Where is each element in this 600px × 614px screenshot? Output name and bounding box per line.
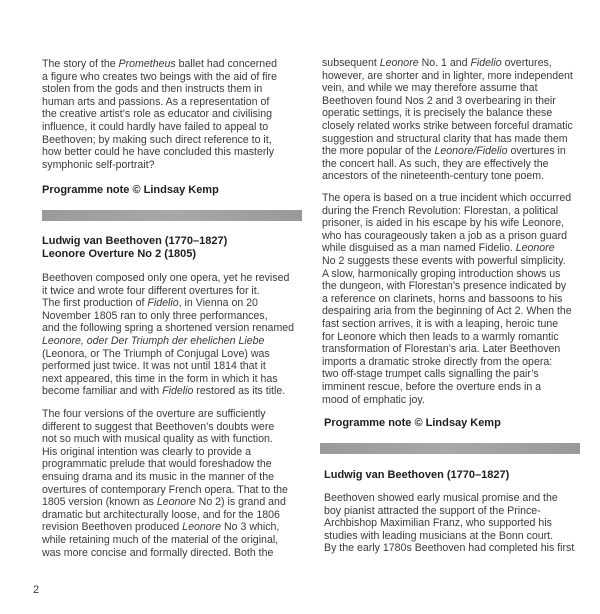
text-run: Beethoven; by making such direct reference to it, <box>42 133 272 146</box>
text-run: By the early 1780s Beethoven had completed his first <box>324 542 575 555</box>
text-run: boy pianist attracted the support of the Prince- <box>324 504 541 517</box>
text-line <box>322 293 572 306</box>
text-run: overtures in <box>507 145 566 158</box>
text-run: the creative artist’s role as educator and civilising <box>42 108 273 121</box>
text-line <box>322 170 573 183</box>
body-paragraph <box>322 57 573 183</box>
text-line <box>322 268 572 281</box>
text-run: His original intention was clearly to provide a <box>42 445 252 458</box>
text-run: for Leonore which then leads to a warmly romantic <box>322 330 559 343</box>
body-paragraph <box>42 272 294 398</box>
text-run: performed just twice. It was not until 1814 that it <box>42 360 266 373</box>
text-line <box>322 305 572 318</box>
text-run: the dungeon, with Florestan’s presence indicated by <box>322 280 567 293</box>
text-run: prisoner, is aided in his escape by his wife Leonore, <box>322 217 565 230</box>
text-run: overtures, <box>501 57 552 69</box>
text-line <box>322 368 572 381</box>
text-line <box>42 421 288 434</box>
text-run: November 1805 ran to only three performances, <box>42 309 268 322</box>
text-run: programmatic prelude that would foreshadow the <box>42 458 272 471</box>
text-line <box>42 297 294 310</box>
work-heading: Leonore Overture No 2 (1805) <box>42 248 197 260</box>
text-line <box>42 534 288 547</box>
text-run: , in Vienna on 20 <box>178 297 258 310</box>
page-number: 2 <box>33 584 40 596</box>
text-line <box>322 394 572 407</box>
text-run: The four versions of the overture are sufficiently <box>42 408 266 420</box>
text-line <box>42 360 294 373</box>
text-line <box>322 158 573 171</box>
text-run: operatic settings, it is precisely the balance these <box>322 107 553 120</box>
text-run: revision Beethoven produced <box>42 521 183 534</box>
text-line <box>42 484 288 497</box>
section-divider <box>320 443 580 454</box>
text-line <box>42 310 294 323</box>
text-run: the more popular of the <box>322 145 435 158</box>
text-line <box>322 217 572 230</box>
text-line <box>42 108 277 121</box>
text-run: vein, and while we may therefore assume that <box>322 82 538 95</box>
italic-title: Leonore <box>379 57 419 69</box>
text-line <box>322 356 572 369</box>
text-line <box>322 82 573 95</box>
text-line <box>322 145 573 158</box>
text-run: ensuing drama and its music in the manner of the <box>42 470 275 483</box>
text-line <box>42 134 277 147</box>
text-run: become familiar and with <box>42 385 163 398</box>
text-line <box>324 505 574 518</box>
text-run: a figure who creates two beings with the aid of fire <box>42 70 277 83</box>
text-run: Beethoven composed only one opera, yet he revised <box>42 272 290 284</box>
biography-paragraph <box>324 492 574 555</box>
text-line <box>322 343 572 356</box>
text-run: was more concise and formally directed. Both the <box>42 546 274 559</box>
text-line <box>42 547 288 560</box>
italic-title: Fidelio <box>147 297 179 310</box>
text-line <box>322 280 572 293</box>
text-run: Beethoven showed early musical promise and the <box>324 492 558 504</box>
text-line <box>324 530 574 543</box>
text-line <box>42 322 294 335</box>
text-run: Archbishop Maximilian Franz, who supported his <box>324 517 552 530</box>
text-line <box>322 255 572 268</box>
text-run: The first production of <box>42 297 148 310</box>
body-paragraph <box>42 408 288 559</box>
italic-title: Prometheus <box>118 58 176 70</box>
text-line <box>324 517 574 530</box>
text-run: not so much with musical quality as with function. <box>42 433 273 446</box>
text-run: and the following spring a shortened version renamed <box>42 322 295 335</box>
text-line <box>42 58 277 71</box>
text-line <box>322 242 572 255</box>
text-run: studies with leading musicians at the Bonn court. <box>324 529 554 542</box>
text-line <box>42 348 294 361</box>
text-line <box>322 70 573 83</box>
text-line <box>42 446 288 459</box>
text-line <box>42 96 277 109</box>
text-run: A slow, harmonically groping introduction shows us <box>322 267 561 280</box>
text-run: Beethoven found Nos 2 and 3 overbearing in their <box>322 94 556 107</box>
text-line <box>322 107 573 120</box>
text-line <box>322 331 572 344</box>
composer-heading: Ludwig van Beethoven (1770–1827) <box>324 469 510 481</box>
text-line <box>42 471 288 484</box>
text-line <box>322 133 573 146</box>
italic-title: Leonore <box>182 521 222 534</box>
text-line <box>42 71 277 84</box>
text-run: No 3 which, <box>221 521 280 534</box>
text-run: stolen from the gods and then instructs them in <box>42 83 263 96</box>
text-run: next appeared, this time in the form in which it has <box>42 372 278 385</box>
text-line <box>322 318 572 331</box>
italic-title: Leonore, oder Der Triumph der ehelichen Liebe <box>42 334 265 347</box>
text-line <box>42 496 288 509</box>
text-run: it twice and wrote four different overtures for it. <box>42 284 260 297</box>
text-run: (Leonora, or The Triumph of Conjugal Love) was <box>42 347 270 360</box>
text-run: the concert hall. As such, they are effectively the <box>322 157 549 170</box>
text-run: transformation of Florestan’s aria. Later Beethoven <box>322 343 561 356</box>
italic-title: Leonore <box>156 496 196 509</box>
italic-title: Leonore <box>515 242 555 255</box>
italic-title: Fidelio <box>162 385 194 398</box>
text-line <box>42 146 277 159</box>
text-line <box>42 521 288 534</box>
text-line <box>42 373 294 386</box>
text-run: imminent rescue, before the overture ends in a <box>322 380 542 393</box>
text-run: while retaining much of the material of the original, <box>42 533 279 546</box>
text-run: The opera is based on a true incident which occurred <box>322 192 572 204</box>
programme-note-credit: Programme note © Lindsay Kemp <box>324 417 501 429</box>
intro-paragraph <box>42 58 277 171</box>
text-line <box>42 433 288 446</box>
text-line <box>42 408 288 421</box>
text-run: symphonic self-portrait? <box>42 158 155 171</box>
text-run: No 2) is grand and <box>195 496 286 509</box>
text-line <box>42 285 294 298</box>
text-run: fast section arrives, it is with a leaping, heroic tune <box>322 317 559 330</box>
text-run: during the French Revolution: Florestan, a political <box>322 204 559 217</box>
text-run: different to suggest that Beethoven’s doubts were <box>42 420 275 433</box>
text-run: dramatic but architecturally loose, and for the 1806 <box>42 508 280 521</box>
text-run: two off-stage trumpet calls signalling the pair’s <box>322 368 539 381</box>
text-line <box>42 83 277 96</box>
text-run: The story of the <box>42 58 119 70</box>
text-line <box>324 542 574 555</box>
text-run: ancestors of the nineteenth-century tone poem. <box>322 170 545 183</box>
text-line <box>42 335 294 348</box>
text-run: imports a dramatic stroke directly from the opera: <box>322 355 553 368</box>
text-run: mood of emphatic joy. <box>322 393 425 406</box>
text-run: how better could he have concluded this masterly <box>42 146 275 159</box>
text-run: No 2 suggests these events with powerful simplicity. <box>322 254 566 267</box>
text-run: a reference on clarinets, horns and bassoons to his <box>322 292 563 305</box>
composer-heading: Ludwig van Beethoven (1770–1827) <box>42 235 228 247</box>
programme-note-credit: Programme note © Lindsay Kemp <box>42 184 219 196</box>
body-paragraph <box>322 192 572 406</box>
text-line <box>42 159 277 172</box>
text-run: influence, it could hardly have failed to appeal to <box>42 120 269 133</box>
text-run: overtures of contemporary French opera. That to the <box>42 483 288 496</box>
text-line <box>324 492 574 505</box>
text-line <box>322 120 573 133</box>
italic-title: Leonore/Fidelio <box>434 145 508 158</box>
text-run: while disguised as a man named Fidelio. <box>322 242 516 255</box>
italic-title: Fidelio <box>470 57 502 69</box>
text-run: human arts and passions. As a representation of <box>42 95 270 108</box>
section-divider <box>42 210 302 221</box>
text-run: who has courageously taken a job as a prison guard <box>322 229 567 242</box>
text-run: however, are shorter and in lighter, more independent <box>322 69 573 82</box>
text-line <box>42 509 288 522</box>
text-line <box>42 121 277 134</box>
text-run: ballet had concerned <box>175 58 277 70</box>
text-run: subsequent <box>322 57 380 69</box>
text-run: despairing aria from the beginning of Act 2. When the <box>322 305 572 318</box>
text-run: 1805 version (known as <box>42 496 157 509</box>
text-line <box>322 205 572 218</box>
text-run: restored as its title. <box>193 385 286 398</box>
text-line <box>322 230 572 243</box>
text-line <box>322 192 572 205</box>
text-run: closely related works strike between forceful dramatic <box>322 119 573 132</box>
text-run: No. 1 and <box>418 57 471 69</box>
text-line <box>42 272 294 285</box>
text-line <box>322 381 572 394</box>
text-line <box>322 95 573 108</box>
text-line <box>42 458 288 471</box>
text-line <box>322 57 573 70</box>
text-run: suggestion and structural clarity that has made them <box>322 132 568 145</box>
text-line <box>42 385 294 398</box>
